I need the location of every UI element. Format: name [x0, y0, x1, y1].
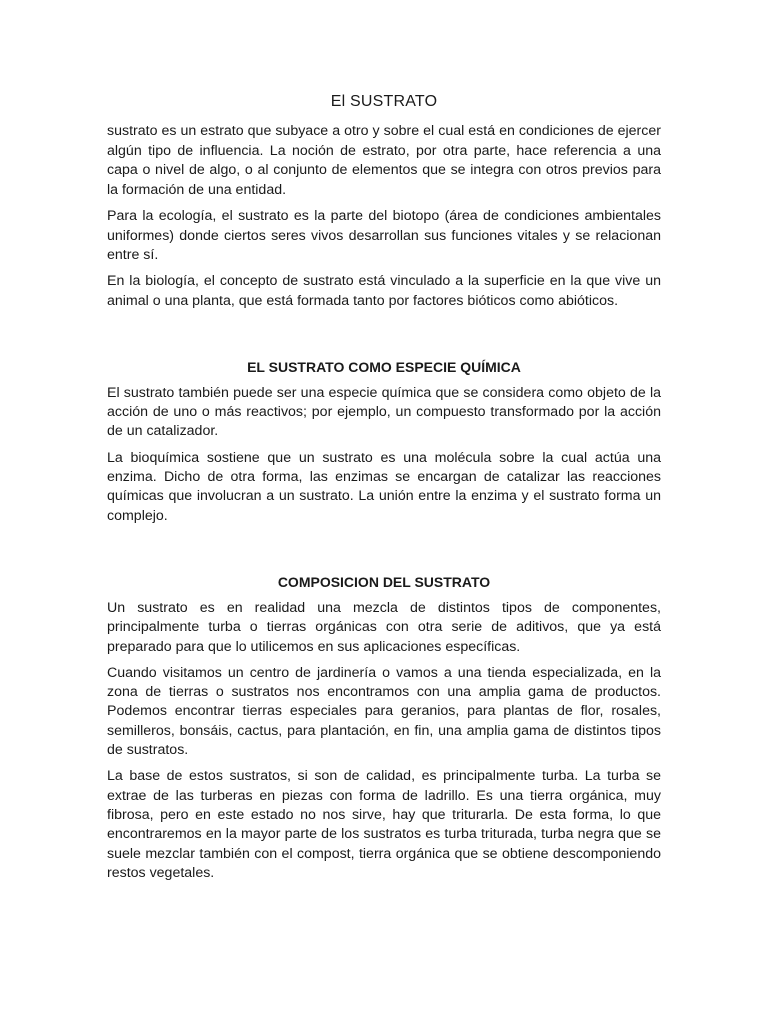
- quimica-paragraph-2: La bioquímica sostiene que un sustrato es una molécula sobre la cual actúa una enzima. Dicho de otra forma, las enzimas se encargan de catalizar las reacciones químicas que involucran a un sustrato. La unión entre la enzima y el sustrato forma un complejo.: [107, 449, 661, 524]
- composicion-paragraph-1: Un sustrato es en realidad una mezcla de distintos tipos de componentes, principalmente turba o tierras orgánicas con otra serie de aditivos, que ya está preparado para que lo utilicemos en sus aplicaciones específicas.: [107, 599, 661, 655]
- document-page: [107, 92, 661, 890]
- intro-paragraph-2: Para la ecología, el sustrato es la parte del biotopo (área de condiciones ambientales uniformes) donde ciertos seres vivos desarrollan sus funciones vitales y se relacionan entre sí.: [107, 208, 661, 263]
- section-spacer: [107, 318, 661, 358]
- intro-paragraph-1: sustrato es un estrato que subyace a otro y sobre el cual está en condiciones de ejercer algún tipo de influencia. La noción de estrato, por otra parte, hace referencia a una capa o nivel de algo, o al conjunto de elementos que se integra con otros previos para la formación de una entidad.: [107, 123, 661, 198]
- section-heading-composicion: COMPOSICION DEL SUSTRATO: [277, 573, 491, 590]
- composicion-paragraph-2: Cuando visitamos un centro de jardinería o vamos a una tienda especializada, en la zona de tierras o sustratos nos encontramos con una amplia gama de productos. Podemos encontrar tierras especiales para geranios, para plantas de flor, rosales, semilleros, bonsáis, cactus, para plantación, en fin, una amplia gama de distintos tipos de sustratos.: [107, 664, 661, 759]
- quimica-paragraph-1: El sustrato también puede ser una especie química que se considera como objeto de la acción de uno o más reactivos; por ejemplo, un compuesto transformado por la acción de un catalizador.: [107, 384, 661, 440]
- composicion-paragraph-3: La base de estos sustratos, si son de calidad, es principalmente turba. La turba se extrae de las turberas en piezas con forma de ladrillo. Es una tierra orgánica, muy fibrosa, pero en este estado no nos sirve, hay que triturarla. De esta forma, lo que encontraremos en la mayor parte de los sustratos es turba triturada, turba negra que se suele mezclar también con el compost, tierra orgánica que se obtiene descomponiendo restos vegetales.: [107, 768, 661, 881]
- section-heading-quimica: EL SUSTRATO COMO ESPECIE QUÍMICA: [247, 358, 521, 375]
- intro-paragraph-3: En la biología, el concepto de sustrato está vinculado a la superficie en la que vive un animal o una planta, que está formada tanto por factores bióticos como abióticos.: [107, 273, 661, 309]
- document-title: El SUSTRATO: [330, 93, 438, 110]
- section-spacer: [107, 533, 661, 573]
